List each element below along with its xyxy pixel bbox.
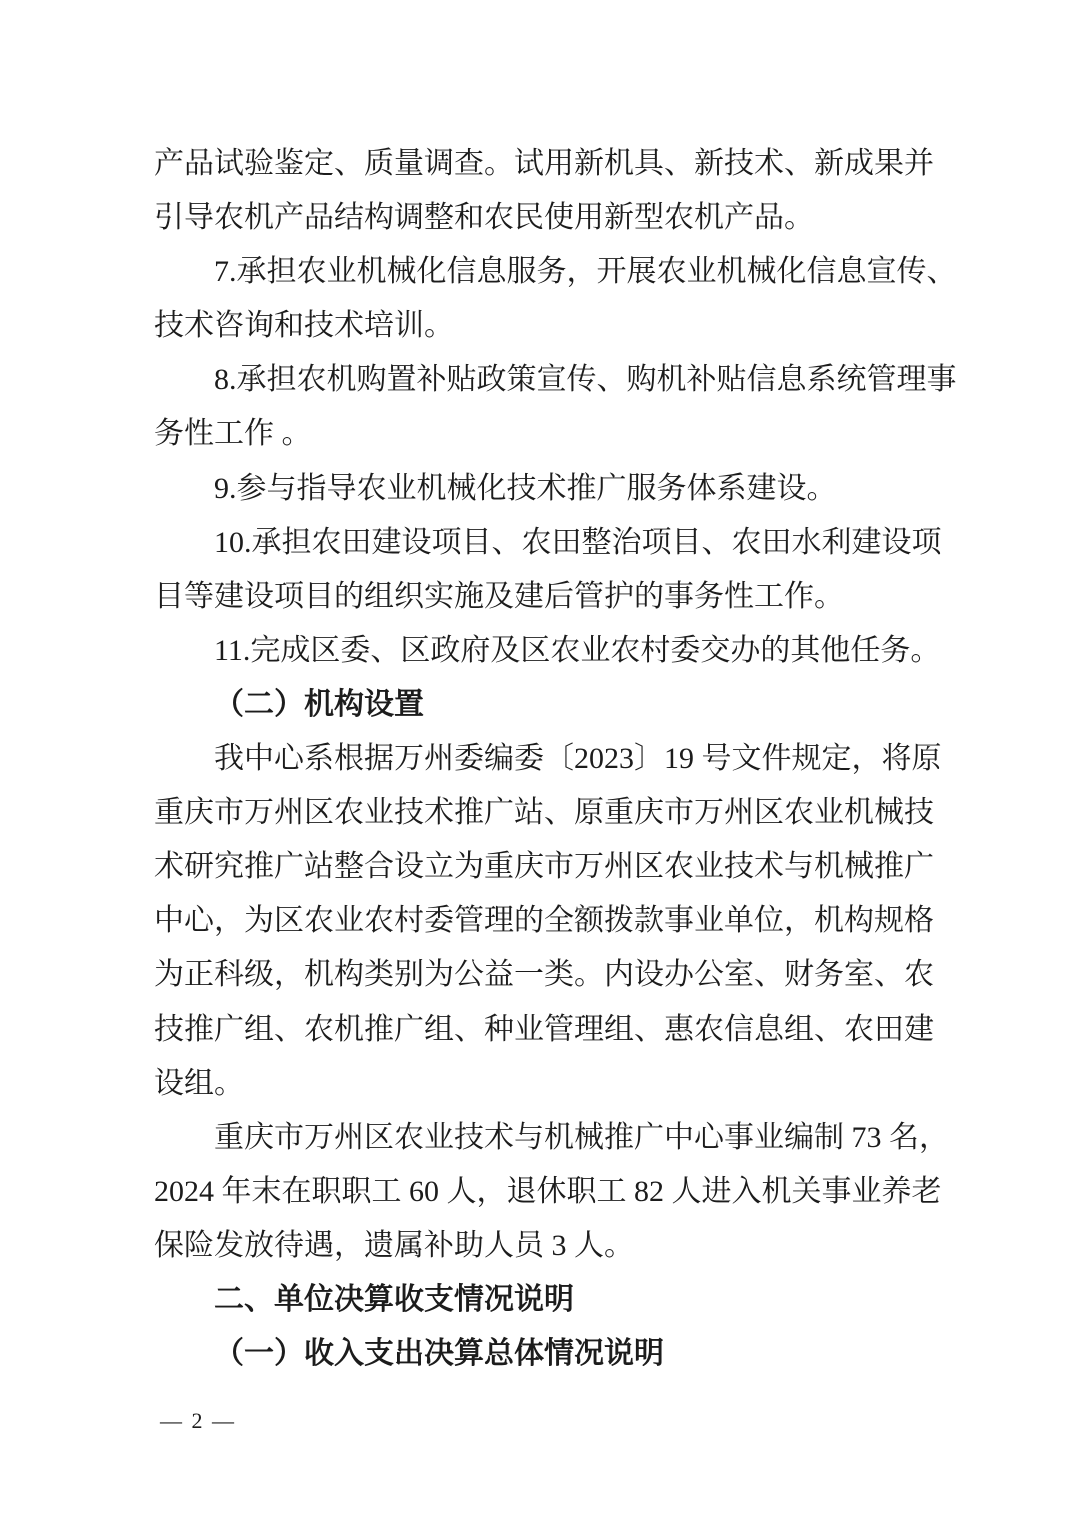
body-line: 我中心系根据万州委编委〔2023〕19 号文件规定，将原	[214, 742, 942, 776]
body-line: 目等建设项目的组织实施及建后管护的事务性工作。	[154, 579, 844, 613]
body-line-item-9: 9.参与指导农业机械化技术推广服务体系建设。	[214, 471, 837, 505]
body-line: 技术咨询和技术培训。	[154, 309, 454, 343]
body-line-item-8: 8.承担农机购置补贴政策宣传、购机补贴信息系统管理事	[214, 363, 957, 397]
page-number: — 2 —	[160, 1408, 236, 1433]
body-line-item-10: 10.承担农田建设项目、农田整治项目、农田水利建设项	[214, 525, 942, 559]
body-line: 技推广组、农机推广组、种业管理组、惠农信息组、农田建	[154, 1012, 934, 1046]
body-line: 设组。	[154, 1066, 244, 1100]
body-line: 引导农机产品结构调整和农民使用新型农机产品。	[154, 201, 814, 235]
body-line: 2024 年末在职职工 60 人，退休职工 82 人进入机关事业养老	[154, 1174, 942, 1208]
body-line: 为正科级，机构类别为公益一类。内设办公室、财务室、农	[154, 958, 934, 992]
body-line: 产品试验鉴定、质量调查。试用新机具、新技术、新成果并	[154, 147, 934, 180]
subsection-heading-income-expense: （一）收入支出决算总体情况说明	[214, 1337, 664, 1371]
body-line-item-7: 7.承担农业机械化信息服务，开展农业机械化信息宣传、	[214, 255, 957, 289]
document-body	[154, 137, 957, 1381]
section-heading-budget-explanation: 二、单位决算收支情况说明	[214, 1282, 574, 1316]
subsection-heading-org-setup: （二）机构设置	[214, 687, 424, 721]
body-line: 重庆市万州区农业技术与机械推广中心事业编制 73 名，	[214, 1120, 949, 1154]
body-line: 重庆市万州区农业技术推广站、原重庆市万州区农业机械技	[154, 796, 934, 830]
body-line: 术研究推广站整合设立为重庆市万州区农业技术与机械推广	[154, 850, 934, 884]
body-line: 中心，为区农业农村委管理的全额拨款事业单位，机构规格	[154, 904, 934, 938]
body-line: 务性工作 。	[154, 417, 312, 451]
body-line-item-11: 11.完成区委、区政府及区农业农村委交办的其他任务。	[214, 633, 941, 667]
body-line: 保险发放待遇，遗属补助人员 3 人。	[154, 1228, 634, 1262]
